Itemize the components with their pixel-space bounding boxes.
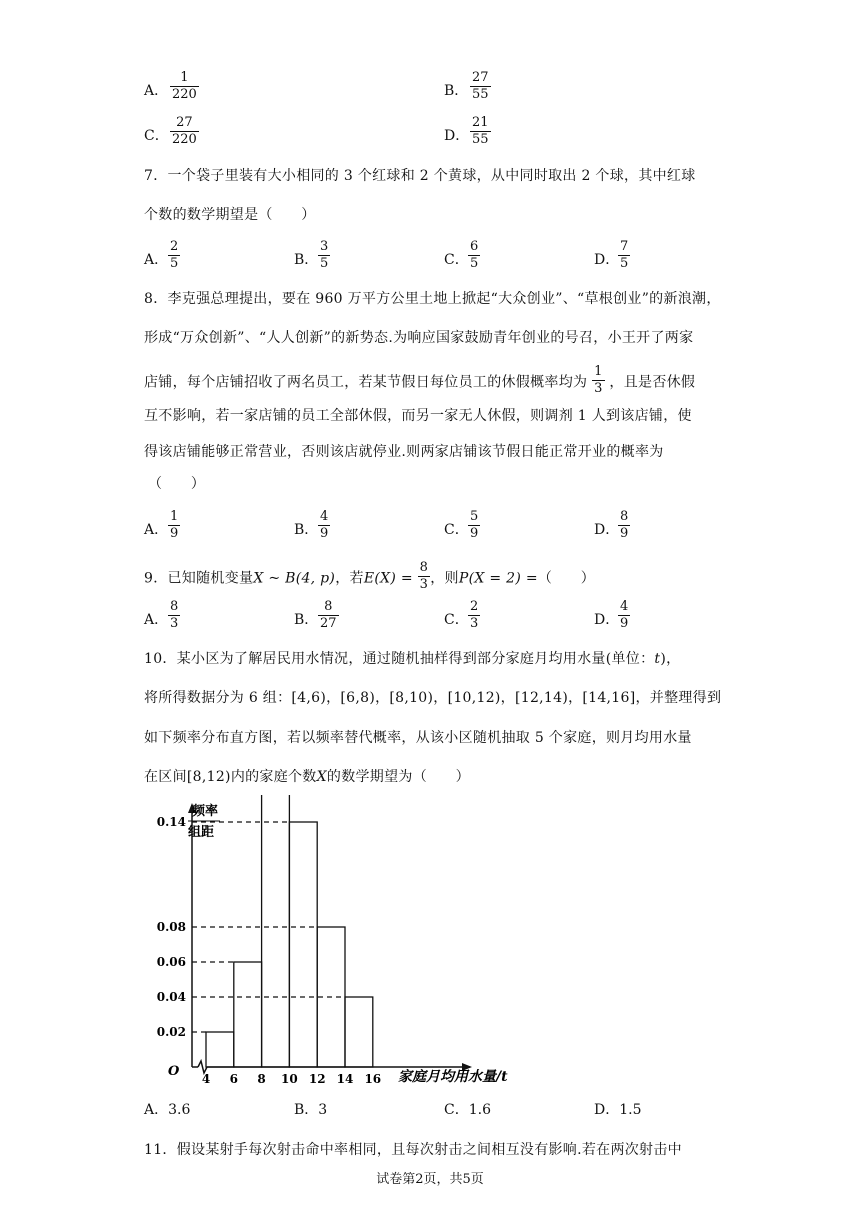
- frequency-histogram: [140, 795, 560, 1095]
- q7-option-b-letter: B．: [294, 252, 319, 268]
- y-axis-label-top: 频率: [192, 804, 219, 819]
- x-tick-label: 10: [281, 1072, 298, 1086]
- q8-option-a-letter: A．: [144, 522, 169, 538]
- q10-option-b: B．3: [294, 1102, 328, 1118]
- y-tick-label: 0.08: [156, 920, 186, 934]
- q6-option-b-fraction: $\frac{27}{55}$: [472, 70, 489, 102]
- histogram-bars: [206, 795, 373, 1067]
- q6-option-c-letter: C．: [144, 128, 169, 144]
- q9-option-d-letter: D．: [594, 612, 620, 628]
- q7-text-line1: 7．一个袋子里装有大小相同的 3 个红球和 2 个黄球，从中同时取出 2 个球，其中红球: [144, 168, 696, 184]
- q10-option-a: A．3.6: [144, 1102, 191, 1118]
- histogram-y-tick-labels: [157, 795, 186, 1039]
- q11-text-line1: 11．假设某射手每次射击命中率相同，且每次射击之间相互没有影响.若在两次射击中: [144, 1142, 682, 1158]
- x-tick-label: 16: [364, 1072, 382, 1086]
- q8-option-d-letter: D．: [594, 522, 620, 538]
- q7-option-d-letter: D．: [594, 252, 620, 268]
- q8-option-c-letter: C．: [444, 522, 469, 538]
- y-axis-label-bottom: 组距: [188, 825, 215, 840]
- q8-inline-fraction: $\frac{1}{3}$: [594, 364, 603, 396]
- origin-label: O: [168, 1064, 180, 1079]
- q8-text-line3: [144, 366, 695, 399]
- q10-text-line4: [144, 766, 470, 786]
- q10-option-d: D．1.5: [594, 1102, 642, 1118]
- q10-line1-b: )，: [660, 651, 681, 667]
- q7-option-c-fraction: $\frac{6}{5}$: [470, 239, 479, 271]
- x-tick-label: 14: [336, 1072, 354, 1086]
- x-tick-label: 12: [308, 1072, 326, 1086]
- q8-text-line6: （ ）: [148, 476, 206, 492]
- x-tick-label: 4: [201, 1072, 211, 1086]
- q6-option-c-fraction: $\frac{27}{220}$: [172, 115, 197, 147]
- q7-option-c-letter: C．: [444, 252, 469, 268]
- q9-option-d-fraction: $\frac{4}{9}$: [620, 599, 629, 631]
- q7-option-a-letter: A．: [144, 252, 169, 268]
- q9-option-b-letter: B．: [294, 612, 319, 628]
- q9-option-a-letter: A．: [144, 612, 169, 628]
- histogram-bar: [345, 997, 373, 1067]
- q10-line4-a: 在区间: [144, 769, 187, 785]
- q9-mid: ，若: [335, 570, 364, 587]
- q10-line1-a: 10．某小区为了解居民用水情况，通过随机抽样得到部分家庭月均用水量(单位：: [144, 651, 655, 667]
- page-footer: 试卷第2页，共5页: [376, 1172, 484, 1187]
- x-axis-label: 家庭月均用水量/t: [398, 1069, 508, 1085]
- q8-option-d-fraction: $\frac{8}{9}$: [620, 509, 629, 541]
- q9-option-b-fraction: $\frac{8}{27}$: [320, 599, 337, 631]
- q9-option-c-fraction: $\frac{2}{3}$: [470, 599, 479, 631]
- q8-text-line1: 8．李克强总理提出，要在 960 万平方公里土地上掀起“大众创业”、“草根创业”的新浪潮，: [144, 291, 721, 307]
- q8-text-line3-a: 店铺，每个店铺招收了两名员工，若某节假日每位员工的休假概率均为: [144, 374, 588, 391]
- q9-expectation: E(X) =: [363, 570, 413, 587]
- q9-expectation-fraction: $\frac{8}{3}$: [419, 560, 429, 592]
- q7-option-d-fraction: $\frac{7}{5}$: [620, 239, 629, 271]
- q8-option-b-letter: B．: [294, 522, 319, 538]
- q8-text-line2: 形成“万众创新”、“人人创新”的新势态.为响应国家鼓励青年创业的号召，小王开了两家: [144, 330, 694, 346]
- q10-text-line3: 如下频率分布直方图，若以频率替代概率，从该小区随机抽取 5 个家庭，则月均用水量: [144, 730, 692, 746]
- q9-prefix: 9．已知随机变量: [144, 570, 254, 587]
- q10-option-c: C．1.6: [444, 1102, 491, 1118]
- q9-text-line: [144, 562, 595, 595]
- q8-option-b-fraction: $\frac{4}{9}$: [320, 509, 329, 541]
- q6-option-a-letter: A．: [144, 83, 169, 99]
- q9-option-c-letter: C．: [444, 612, 469, 628]
- x-tick-label: 8: [257, 1072, 266, 1086]
- q8-option-c-fraction: $\frac{5}{9}$: [470, 509, 479, 541]
- y-tick-label: 0.04: [156, 990, 186, 1004]
- y-tick-label: 0.02: [156, 1025, 186, 1039]
- q9-distribution: X ~ B(4, p): [253, 570, 336, 587]
- histogram-bar: [234, 962, 262, 1067]
- q7-option-b-fraction: $\frac{3}{5}$: [320, 239, 329, 271]
- q9-suffix: （ ）: [537, 570, 596, 587]
- histogram-bar: [206, 1032, 234, 1067]
- x-tick-label: 6: [229, 1072, 238, 1086]
- q10-text-line2: 将所得数据分为 6 组：[4,6)，[6,8)，[8,10)，[10,12)，[12,14)，[14,16]，并整理得到: [144, 690, 722, 706]
- q9-then: ，则: [430, 570, 459, 587]
- q8-text-line3-b: ，且是否休假: [609, 374, 696, 391]
- q10-line4-var: X: [316, 769, 327, 785]
- q8-text-line5: 得该店铺能够正常营业，否则该店就停业.则两家店铺该节假日能正常开业的概率为: [144, 444, 664, 460]
- q8-option-a-fraction: $\frac{1}{9}$: [170, 509, 179, 541]
- histogram-bar: [262, 795, 290, 1067]
- q7-option-a-fraction: $\frac{2}{5}$: [170, 239, 179, 271]
- q6-option-d-fraction: $\frac{21}{55}$: [472, 115, 489, 147]
- q6-option-a-fraction: $\frac{1}{220}$: [172, 70, 197, 102]
- q10-line4-interval: [8,12): [186, 769, 231, 785]
- q8-text-line4: 互不影响，若一家店铺的员工全部休假，而另一家无人休假，则调剂 1 人到该店铺，使: [144, 408, 692, 424]
- histogram-dashed-guides: [192, 795, 345, 1032]
- q10-line4-b: 内的家庭个数: [230, 769, 317, 785]
- y-tick-label: 0.06: [156, 955, 186, 969]
- histogram-bar: [289, 822, 317, 1067]
- q6-option-d-letter: D．: [444, 128, 470, 144]
- q9-option-a-fraction: $\frac{8}{3}$: [170, 599, 179, 631]
- q10-text-line1: [144, 648, 680, 668]
- q10-line1-unit: t: [654, 651, 661, 667]
- q9-probability: P(X = 2) =: [458, 570, 538, 587]
- histogram-x-tick-labels: [202, 1072, 381, 1086]
- q10-line4-c: 的数学期望为（ ）: [326, 769, 470, 785]
- q7-text-line2: 个数的数学期望是（ ）: [144, 207, 316, 223]
- q6-option-b-letter: B．: [444, 83, 469, 99]
- y-tick-label: 0.14: [156, 815, 186, 829]
